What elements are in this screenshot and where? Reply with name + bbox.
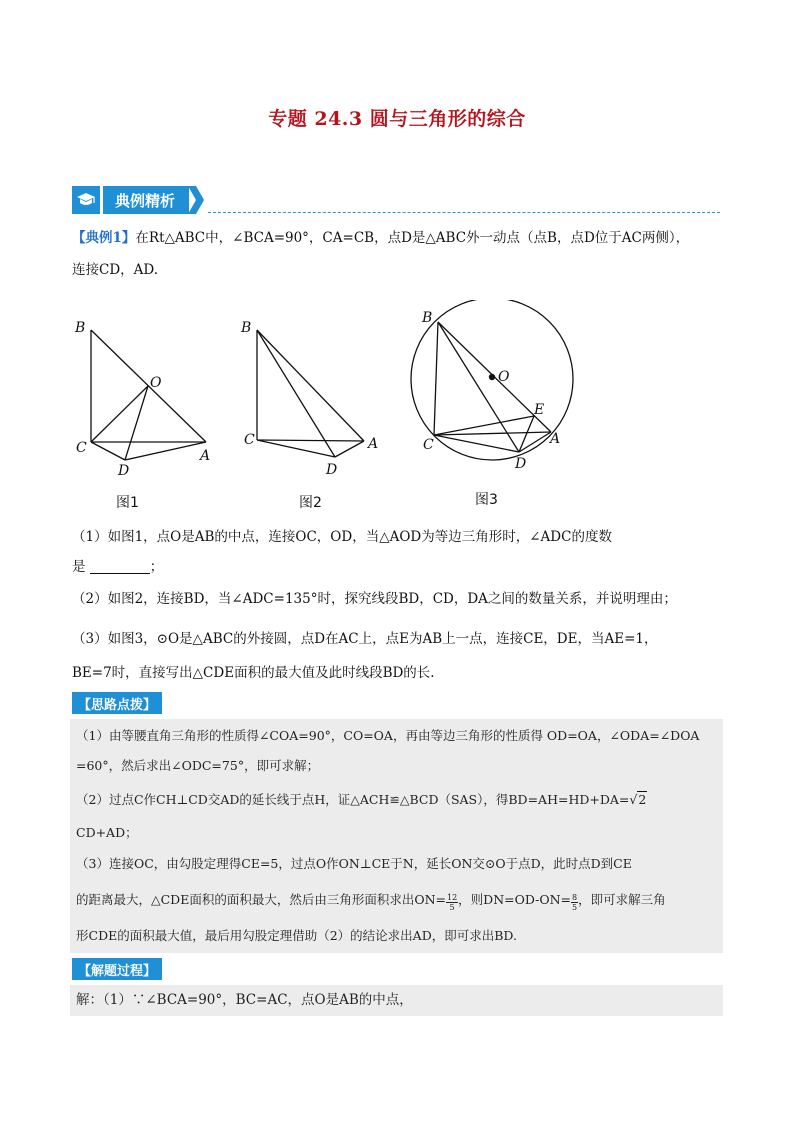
figure-1 (72, 318, 222, 483)
fraction-12-5 (446, 893, 458, 912)
fig3-label-a: A (550, 431, 561, 447)
hint-line-6-c: ，即可求解三角 (578, 892, 666, 907)
sqrt-radicand: 2 (638, 792, 647, 807)
chevron-right-icon (188, 186, 204, 214)
fraction-denominator: 5 (449, 903, 455, 912)
hint-line-6-a: 的距离最大，△CDE面积的面积最大，然后由三角形面积求出ON= (76, 892, 446, 907)
question-2: （2）如图2，连接BD，当∠ADC=135°时，探究线段BD，CD，DA之间的数量关系，并说明理由； (72, 591, 677, 607)
hint-line-7: 形CDE的面积最大值，最后用勾股定理借助（2）的结论求出AD，即可求出BD. (76, 928, 517, 943)
hint-line-2: =60°，然后求出∠ODC=75°，即可求解； (76, 758, 320, 773)
hint-line-1: （1）由等腰直角三角形的性质得∠COA=90°，CO=OA，再由等边三角形的性质得 OD=OA，∠ODA=∠DOA (76, 728, 700, 743)
fraction-numerator: 12 (446, 893, 458, 902)
example-tag: 【典例1】 (72, 230, 136, 246)
question-3-line-1: （3）如图3，⊙O是△ABC的外接圆，点D在AC上，点E为AB上一点，连接CE，DE，当AE=1， (72, 631, 658, 647)
fig1-label-a: A (200, 448, 211, 464)
question-1-line-1: （1）如图1，点O是AB的中点，连接OC，OD，当△AOD为等边三角形时，∠ADC的度数 (72, 529, 612, 545)
figure-2 (238, 315, 388, 483)
hint-tag: 【思路点拨】 (72, 692, 162, 714)
figure-2-caption: 图2 (299, 495, 322, 511)
solution-tag: 【解题过程】 (72, 958, 162, 980)
example-line-2: 连接CD，AD. (72, 262, 159, 278)
hint-line-6-b: ，则DN=OD-ON= (458, 892, 571, 907)
figure-3-caption: 图3 (475, 492, 498, 508)
fig2-label-c: C (244, 432, 255, 448)
fraction-numerator: 8 (572, 893, 578, 902)
fig1-label-o: O (150, 375, 162, 391)
fig1-label-d: D (118, 463, 130, 479)
fig2-label-d: D (326, 462, 338, 478)
fig1-label-b: B (75, 320, 86, 336)
hint-line-3-text: （2）过点C作CH⊥CD交AD的延长线于点H，证△ACH≌△BCD（SAS），得BD=AH=HD+DA= (76, 792, 630, 807)
hint-line-5: （3）连接OC，由勾股定理得CE=5，过点O作ON⊥CE于N，延长ON交⊙O于点D，此时点D到CE (76, 856, 632, 871)
figure-3 (410, 300, 585, 476)
question-1-end: ； (149, 559, 164, 575)
solution-line-1: 解：（1）∵∠BCA=90°，BC=AC，点O是AB的中点， (76, 992, 413, 1008)
page-title: 专题 24.3 圆与三角形的综合 (268, 108, 526, 130)
fraction-denominator: 5 (572, 903, 578, 912)
section-divider (208, 212, 720, 213)
sqrt-symbol: √2 (629, 792, 647, 807)
question-1-line-2 (72, 557, 722, 577)
hint-line-4: CD+AD； (76, 825, 138, 840)
graduation-cap-icon (72, 186, 100, 214)
fig3-label-e: E (534, 402, 545, 418)
fig1-label-c: C (76, 440, 87, 456)
question-1-prefix: 是 (72, 559, 86, 575)
fig2-label-a: A (368, 436, 379, 452)
section-header (72, 186, 204, 214)
hint-line-6 (76, 891, 720, 912)
figure-1-caption: 图1 (116, 495, 139, 511)
fig3-label-d: D (515, 456, 527, 472)
section-label: 典例精析 (103, 186, 189, 214)
fig3-label-b: B (422, 310, 433, 326)
fig3-label-o: O (498, 369, 510, 385)
answer-blank (90, 559, 150, 574)
fig2-label-b: B (241, 320, 252, 336)
example-text-1: 在Rt△ABC中，∠BCA=90°，CA=CB，点D是△ABC外一动点（点B，点D位于AC两侧）， (135, 230, 690, 246)
example-line-1 (72, 228, 722, 248)
hint-line-3 (76, 791, 720, 809)
fig3-label-c: C (423, 437, 434, 453)
question-3-line-2: BE=7时，直接写出△CDE面积的最大值及此时线段BD的长. (72, 665, 435, 681)
